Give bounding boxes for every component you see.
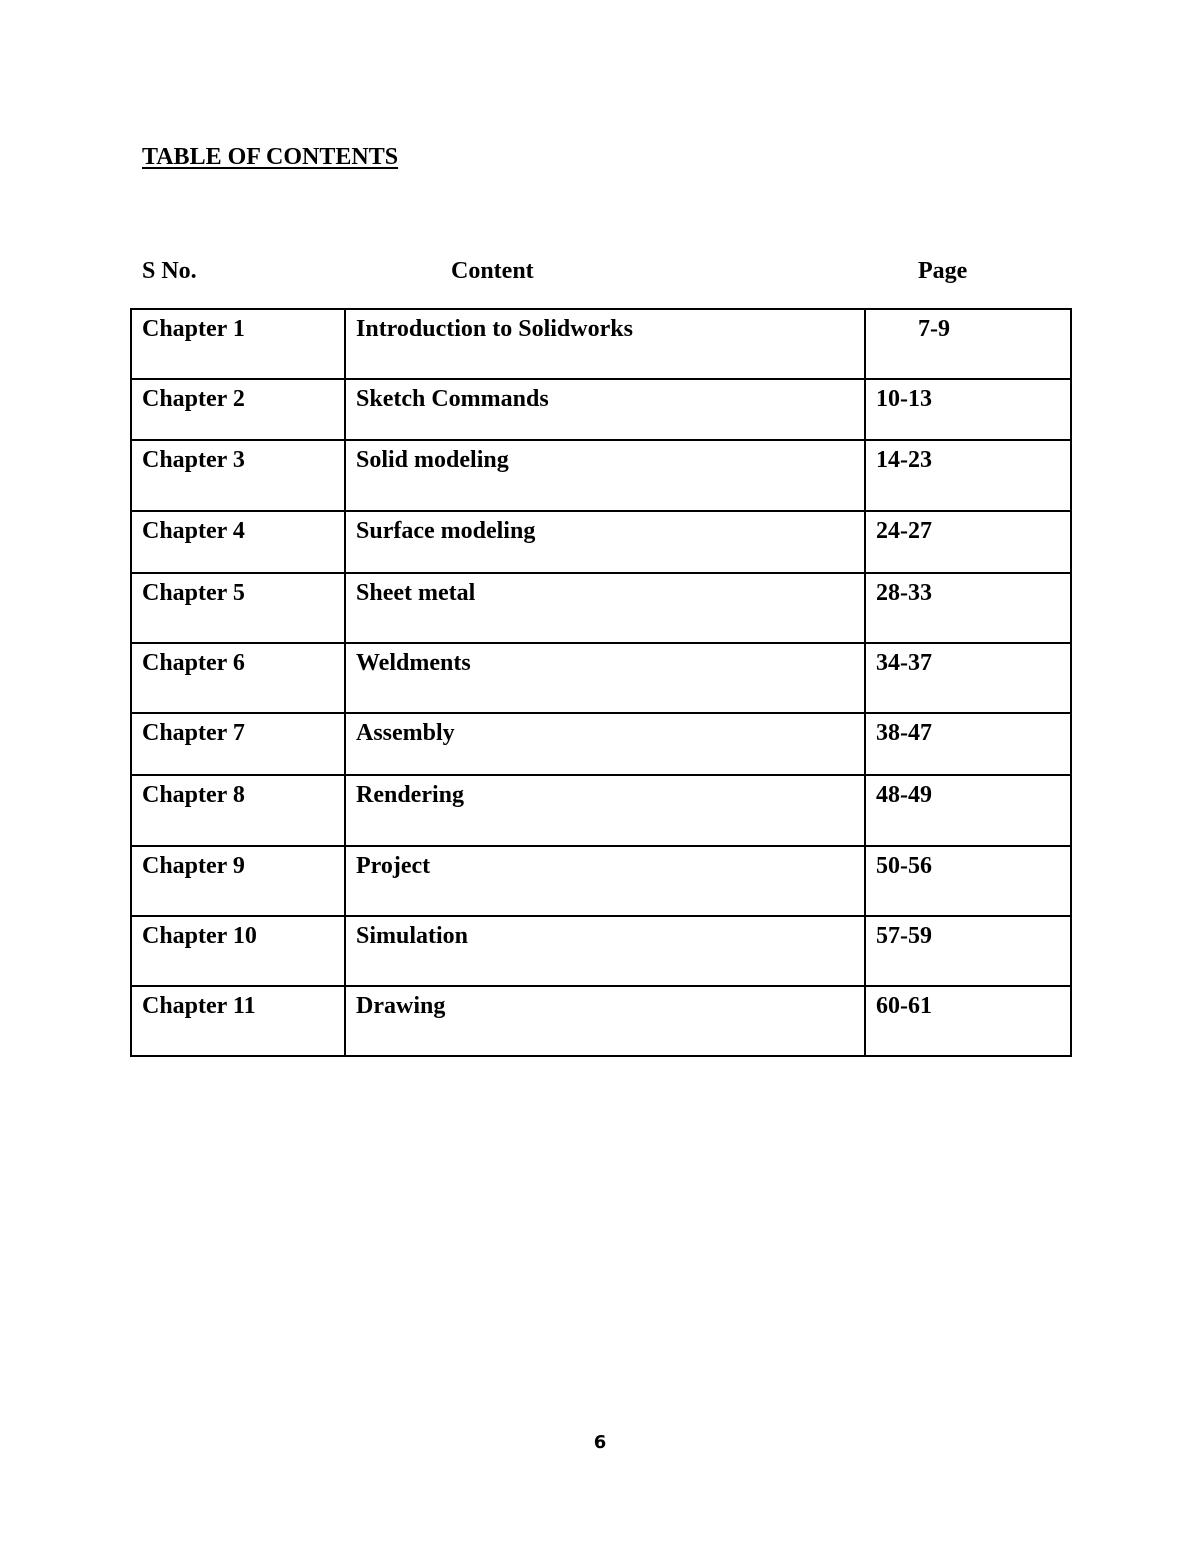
column-header-content: Content	[451, 258, 534, 284]
chapter-cell: Chapter 6	[131, 643, 345, 713]
table-row	[131, 846, 1071, 916]
page-cell: 48-49	[865, 775, 1071, 846]
chapter-cell: Chapter 10	[131, 916, 345, 986]
column-header-page: Page	[918, 258, 968, 284]
contents-table	[130, 308, 1072, 1057]
content-cell: Introduction to Solidworks	[345, 309, 865, 379]
chapter-cell: Chapter 2	[131, 379, 345, 440]
content-cell: Rendering	[345, 775, 865, 846]
chapter-cell: Chapter 9	[131, 846, 345, 916]
chapter-cell: Chapter 5	[131, 573, 345, 643]
page-cell: 28-33	[865, 573, 1071, 643]
table-row	[131, 309, 1071, 379]
page-cell: 60-61	[865, 986, 1071, 1056]
page-number: 6	[593, 1432, 607, 1453]
page-cell: 57-59	[865, 916, 1071, 986]
table-row	[131, 573, 1071, 643]
content-cell: Sketch Commands	[345, 379, 865, 440]
table-row	[131, 713, 1071, 775]
table-row	[131, 775, 1071, 846]
chapter-cell: Chapter 11	[131, 986, 345, 1056]
page-cell: 14-23	[865, 440, 1071, 511]
table-row	[131, 379, 1071, 440]
page-cell: 38-47	[865, 713, 1071, 775]
page-cell: 7-9	[865, 309, 1071, 379]
content-cell: Drawing	[345, 986, 865, 1056]
chapter-cell: Chapter 8	[131, 775, 345, 846]
chapter-cell: Chapter 4	[131, 511, 345, 573]
content-cell: Simulation	[345, 916, 865, 986]
content-cell: Project	[345, 846, 865, 916]
table-row	[131, 986, 1071, 1056]
chapter-cell: Chapter 3	[131, 440, 345, 511]
content-cell: Sheet metal	[345, 573, 865, 643]
page-cell: 10-13	[865, 379, 1071, 440]
table-row	[131, 511, 1071, 573]
content-cell: Solid modeling	[345, 440, 865, 511]
table-row	[131, 916, 1071, 986]
column-header-sno: S No.	[142, 258, 197, 284]
chapter-cell: Chapter 1	[131, 309, 345, 379]
table-row	[131, 440, 1071, 511]
content-cell: Surface modeling	[345, 511, 865, 573]
content-cell: Weldments	[345, 643, 865, 713]
page-cell: 34-37	[865, 643, 1071, 713]
table-row	[131, 643, 1071, 713]
content-cell: Assembly	[345, 713, 865, 775]
page-cell: 24-27	[865, 511, 1071, 573]
page-title: TABLE OF CONTENTS	[142, 144, 399, 170]
chapter-cell: Chapter 7	[131, 713, 345, 775]
page-cell: 50-56	[865, 846, 1071, 916]
